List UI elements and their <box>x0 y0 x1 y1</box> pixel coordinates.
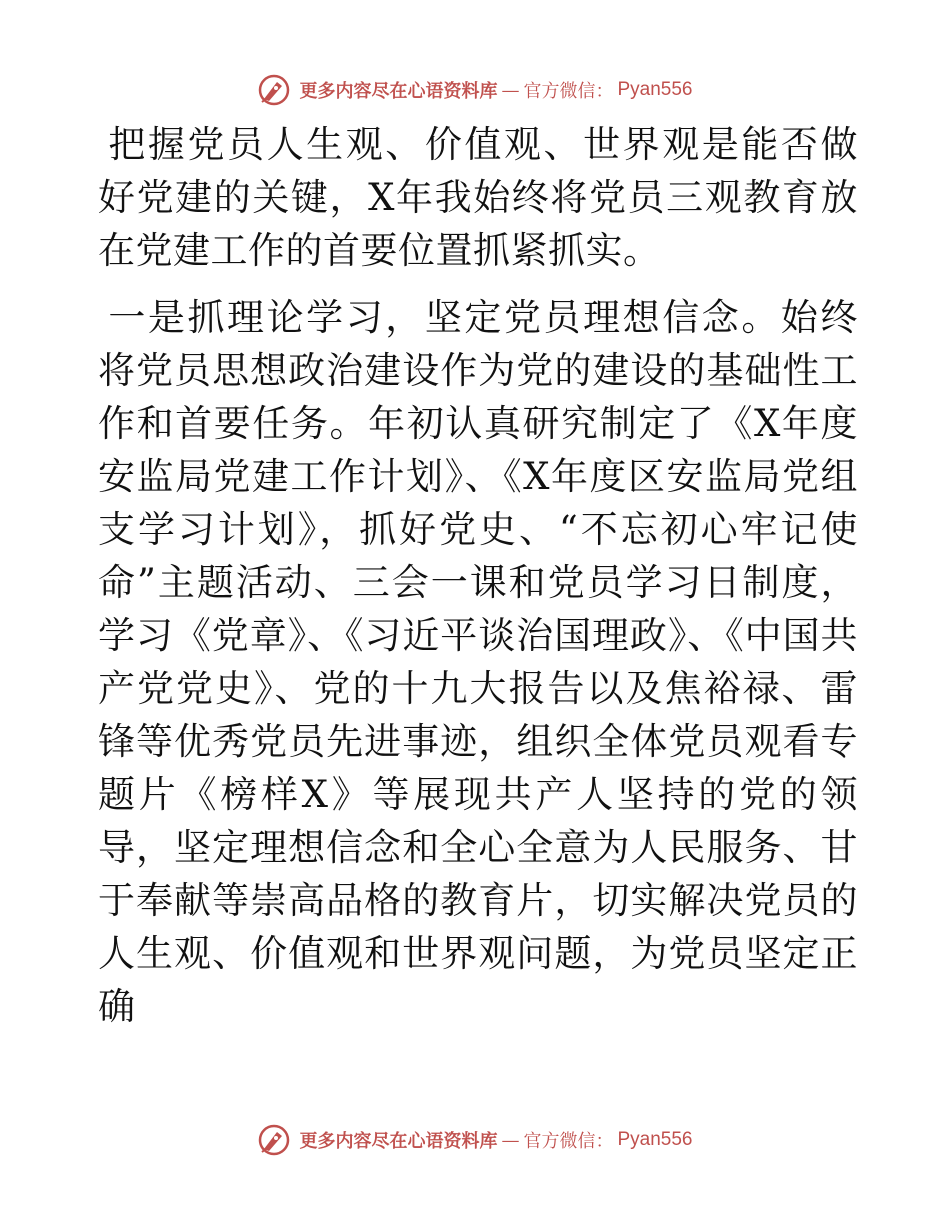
header-wechat-label: 官方微信： <box>523 81 614 102</box>
footer-wechat-label: 官方微信： <box>523 1131 614 1152</box>
header-banner <box>0 70 950 110</box>
header-wechat-id: Pyan556 <box>617 79 693 100</box>
pen-nib-logo-icon <box>257 73 291 107</box>
header-dash: — <box>501 79 520 101</box>
footer-wechat-id: Pyan556 <box>617 1129 693 1150</box>
footer-dash: — <box>501 1129 520 1151</box>
header-site-name: 更多内容尽在心语资料库 <box>299 81 498 102</box>
body-paragraph-2: 一是抓理论学习，坚定党员理想信念。始终将党员思想政治建设作为党的建设的基础性工作和首要任务。年初认真研究制定了《X年度安监局党建工作计划》、《X年度区安监局党组支学习计划》，抓好党史、“不忘初心牢记使命”主题活动、三会一课和党员学习日制度，学习《党章》、《习近平谈治国理政》、《中国共产党党史》、党的十九大报告以及焦裕禄、雷锋等优秀党员先进事迹，组织全体党员观看专题片《榜样X》等展现共产人坚持的党的领导，坚定理想信念和全心全意为人民服务、甘于奉献等崇高品格的教育片，切实解决党员的人生观、价值观和世界观问题，为党员坚定正确 <box>98 296 858 1028</box>
document-body <box>98 118 858 1033</box>
pen-nib-logo-icon <box>257 1123 291 1157</box>
body-paragraph-1: 把握党员人生观、价值观、世界观是能否做好党建的关键，X年我始终将党员三观教育放在党建工作的首要位置抓紧抓实。 <box>98 123 858 272</box>
footer-site-name: 更多内容尽在心语资料库 <box>299 1131 498 1152</box>
footer-banner <box>0 1120 950 1160</box>
